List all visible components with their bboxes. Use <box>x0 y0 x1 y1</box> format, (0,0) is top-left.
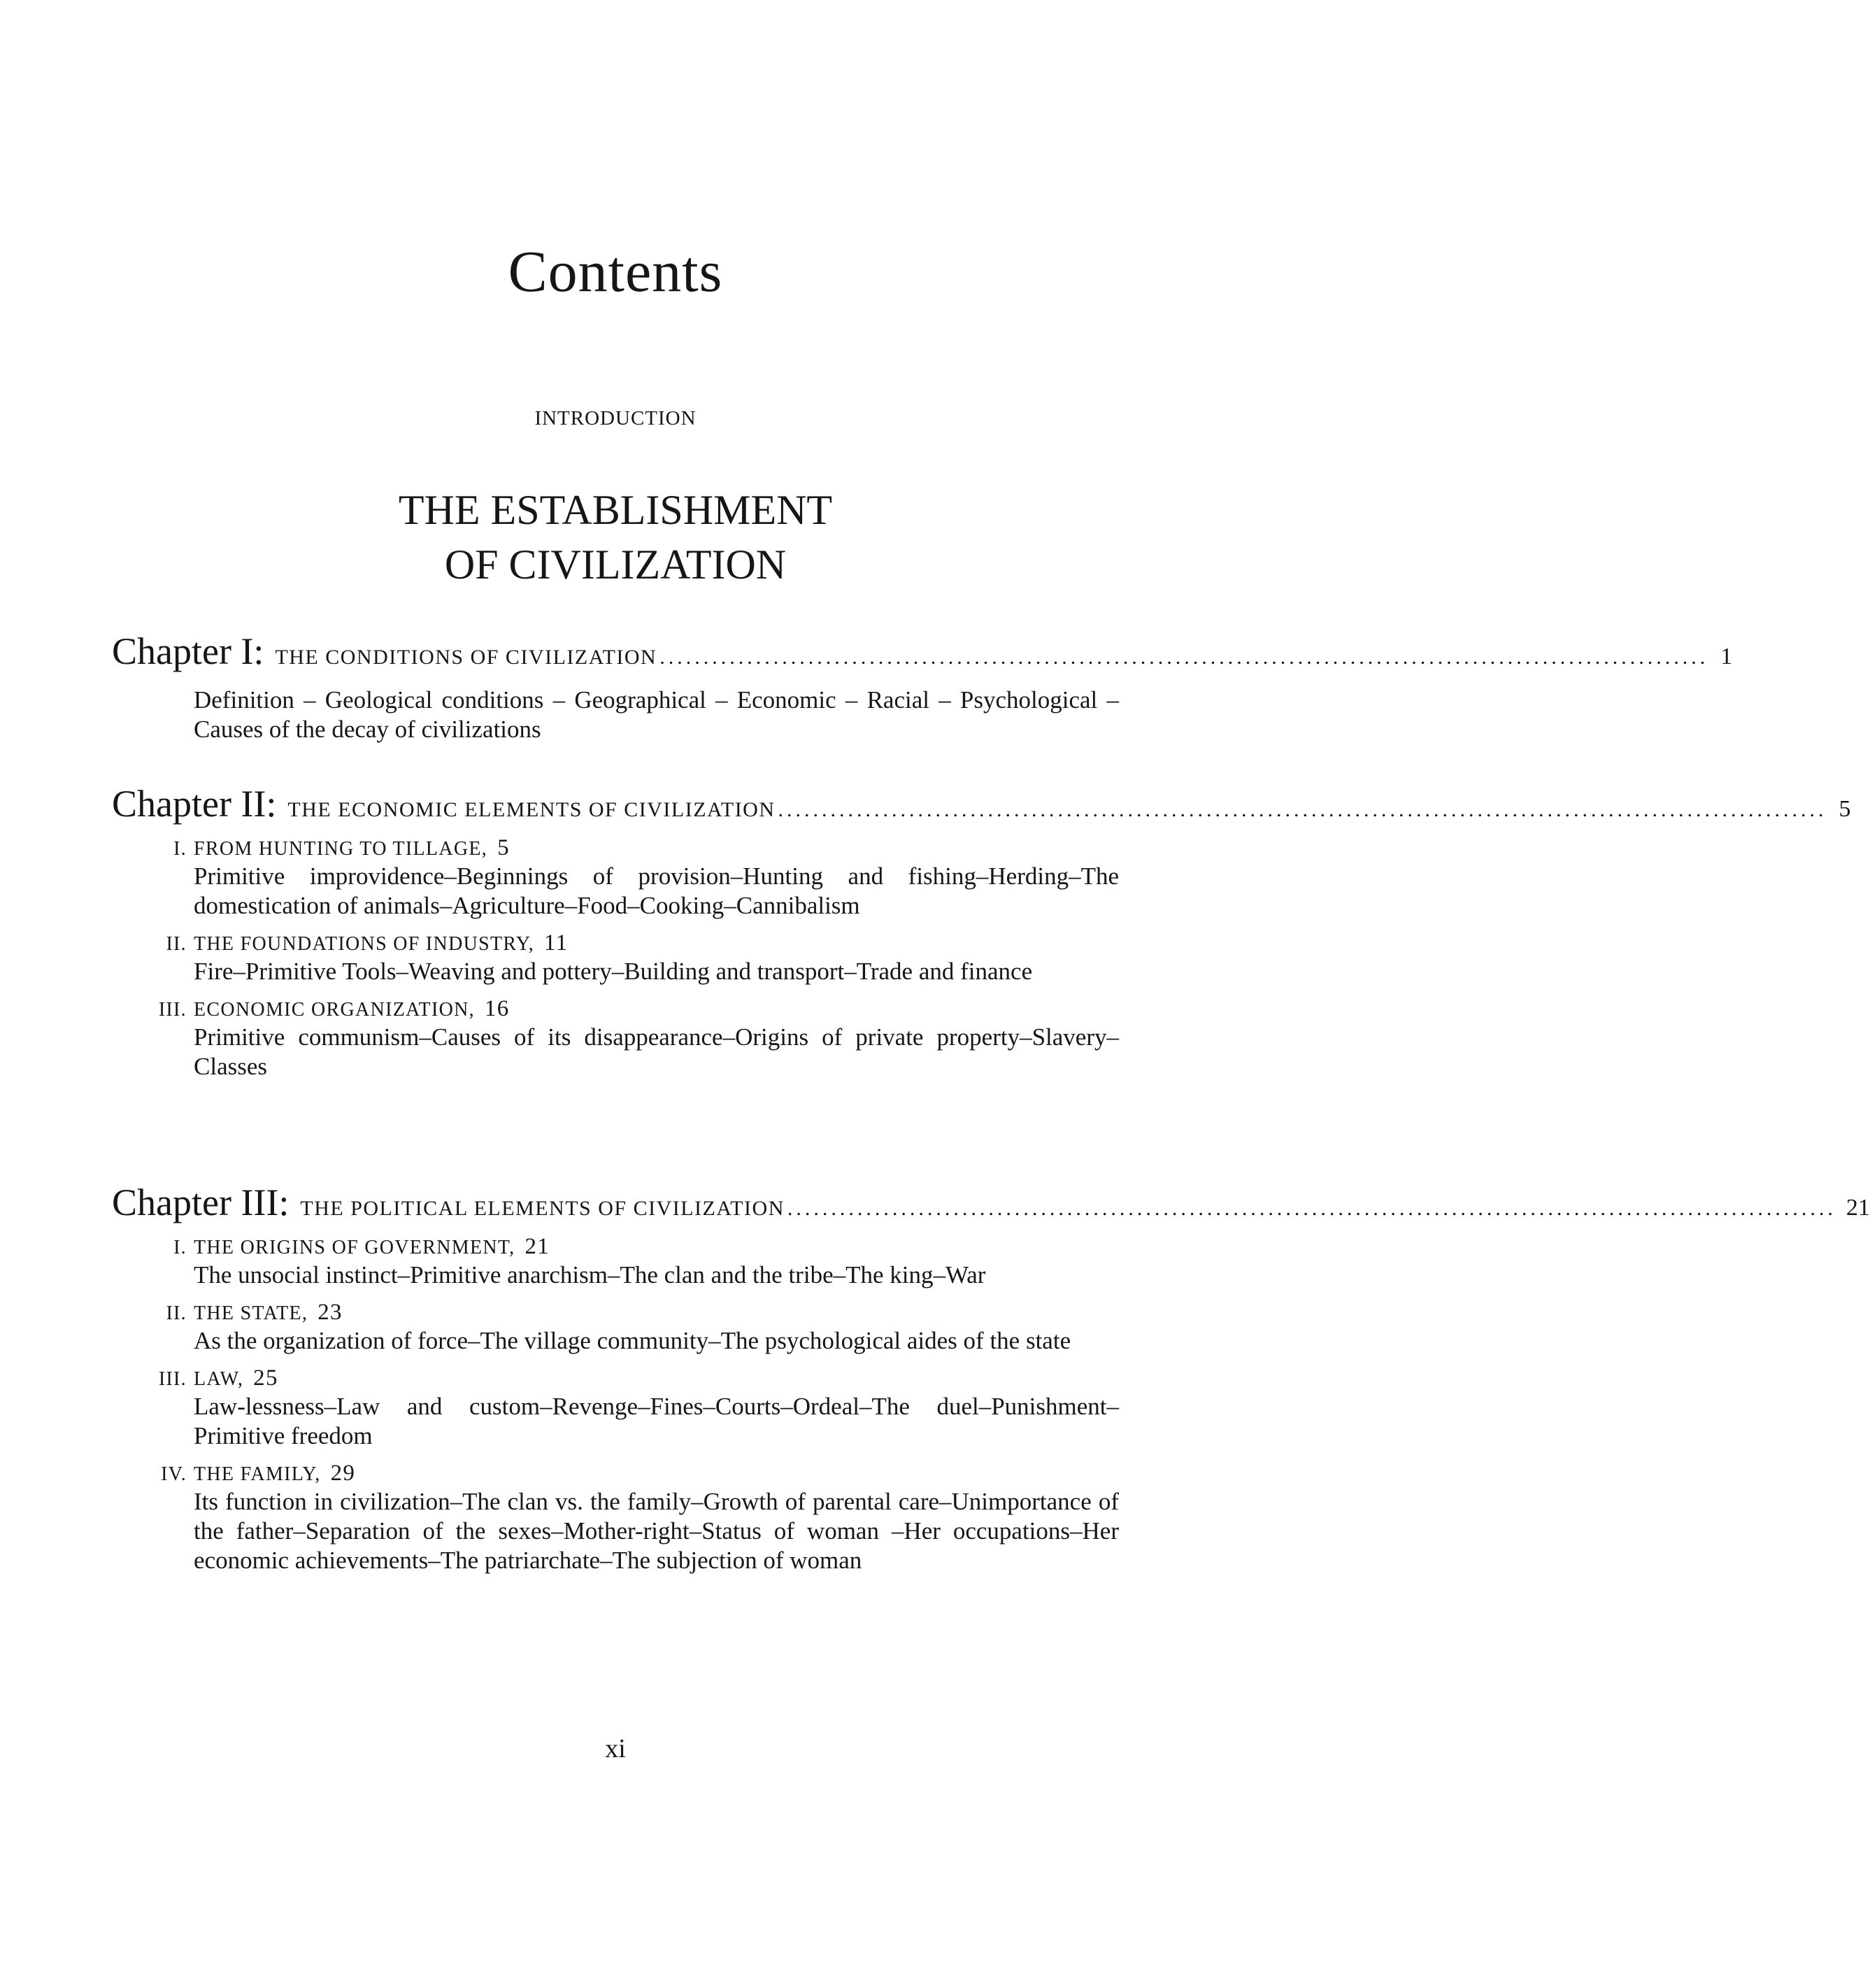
section-entry <box>112 1234 1119 1290</box>
introduction-label: INTRODUCTION <box>534 407 697 429</box>
chapter-label: Chapter II: <box>112 783 277 825</box>
chapter-page-number: 5 <box>1839 796 1851 822</box>
section-heading <box>112 930 1119 957</box>
section-heading <box>112 1300 1119 1326</box>
dot-leader: ........................................................................................................................ <box>787 1197 1836 1220</box>
section-entry <box>112 930 1119 986</box>
section-entry <box>112 996 1119 1081</box>
part-heading <box>0 483 1231 592</box>
chapter-label: Chapter III: <box>112 1181 290 1223</box>
section-page-number: 29 <box>330 1461 356 1486</box>
section-page-number: 21 <box>524 1234 550 1259</box>
section-description: Primitive improvidence–Beginnings of provision–Hunting and fishing–Herding–The domestication of animals–Agriculture–Food–Cooking–Cannibalism <box>194 862 1119 919</box>
part-heading-line-1: THE ESTABLISHMENT <box>398 487 833 533</box>
section-page-number: 25 <box>253 1365 278 1391</box>
section-page-number: 16 <box>484 996 510 1021</box>
section-page-number: 5 <box>497 835 510 860</box>
section-title: FROM HUNTING TO TILLAGE, <box>194 838 488 860</box>
section-description: As the organization of force–The village community–The psychological aides of the state <box>194 1327 1071 1354</box>
chapter-1-heading <box>112 630 1733 673</box>
section-numeral: III. <box>158 999 187 1021</box>
chapter-3-entry <box>112 1181 1870 1575</box>
section-entry <box>112 835 1119 921</box>
chapter-description: Definition – Geological conditions – Geographical – Economic – Racial – Psychological – Causes of the decay of civilizations <box>194 686 1119 743</box>
section-description: Primitive communism–Causes of its disappearance–Origins of private property–Slavery–Classes <box>194 1023 1119 1080</box>
chapter-page-number: 21 <box>1846 1195 1870 1221</box>
section-title: LAW, <box>194 1368 244 1390</box>
section-numeral: I. <box>173 1237 187 1258</box>
dot-leader: ........................................................................................................................ <box>659 646 1709 669</box>
chapter-2-entry <box>112 782 1851 1081</box>
section-heading <box>112 835 1119 862</box>
section-heading <box>112 996 1119 1023</box>
chapter-page-number: 1 <box>1720 644 1733 669</box>
section-title: THE FAMILY, <box>194 1463 321 1485</box>
section-numeral: II. <box>166 933 187 955</box>
section-numeral: III. <box>158 1368 187 1390</box>
section-entry <box>112 1461 1119 1575</box>
chapter-label: Chapter I: <box>112 630 264 672</box>
chapter-title: THE ECONOMIC ELEMENTS OF CIVILIZATION <box>287 798 776 821</box>
part-heading-line-2: OF CIVILIZATION <box>444 541 787 588</box>
section-title: THE FOUNDATIONS OF INDUSTRY, <box>194 933 535 955</box>
section-heading <box>112 1365 1119 1392</box>
chapter-3-heading <box>112 1181 1870 1224</box>
section-description: Law-lessness–Law and custom–Revenge–Fines–Courts–Ordeal–The duel–Punishment–Primitive freedom <box>194 1393 1119 1449</box>
chapter-title: THE POLITICAL ELEMENTS OF CIVILIZATION <box>300 1197 785 1220</box>
section-title: ECONOMIC ORGANIZATION, <box>194 999 475 1021</box>
section-entry <box>112 1300 1119 1356</box>
section-numeral: II. <box>166 1302 187 1324</box>
chapter-2-heading <box>112 782 1851 825</box>
chapter-title: THE CONDITIONS OF CIVILIZATION <box>275 646 657 669</box>
section-description: Its function in civilization–The clan vs. the family–Growth of parental care–Unimportance of the father–Separation of the sexes–Mother-right–Status of woman –Her occupations–Her economic achievements–The patriarchate–The subjection of woman <box>194 1488 1119 1574</box>
section-description: The unsocial instinct–Primitive anarchism–The clan and the tribe–The king–War <box>194 1261 986 1288</box>
section-heading <box>112 1461 1119 1487</box>
dot-leader: ........................................................................................................................ <box>778 798 1827 821</box>
page-folio: xi <box>605 1734 626 1763</box>
section-description: Fire–Primitive Tools–Weaving and pottery–Building and transport–Trade and finance <box>194 958 1033 985</box>
section-page-number: 23 <box>317 1300 343 1325</box>
page-title: Contents <box>508 239 723 304</box>
chapter-1-entry <box>112 630 1733 744</box>
section-title: THE STATE, <box>194 1302 308 1324</box>
section-title: THE ORIGINS OF GOVERNMENT, <box>194 1237 515 1258</box>
section-numeral: IV. <box>161 1463 187 1485</box>
section-heading <box>112 1234 1119 1261</box>
section-numeral: I. <box>173 838 187 860</box>
section-entry <box>112 1365 1119 1451</box>
section-page-number: 11 <box>544 930 569 956</box>
